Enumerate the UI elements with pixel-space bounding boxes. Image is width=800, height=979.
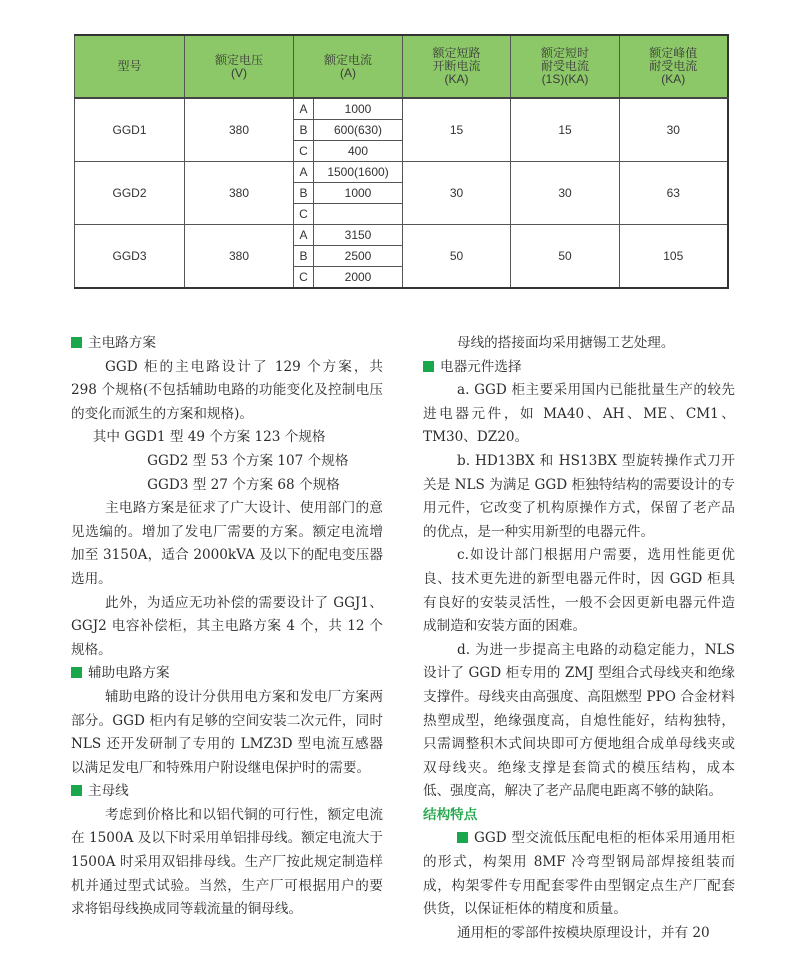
ratings-table — [74, 34, 729, 289]
cell-short-time: 50 — [511, 225, 620, 289]
cell-grade: A — [294, 98, 314, 120]
cell-voltage: 380 — [185, 162, 294, 225]
cell-model: GGD3 — [75, 225, 185, 289]
cell-grade: B — [294, 120, 314, 141]
cell-voltage: 380 — [185, 98, 294, 162]
header-peak: 额定峰值 耐受电流 (KA) — [620, 35, 728, 98]
header-current: 额定电流 (A) — [294, 35, 403, 98]
paragraph: 辅助电路的设计分供用电方案和发电厂方案两部分。GGD 柜内有足够的空间安装二次元件，同时 NLS 还开发研制了专用的 LMZ3D 型电流互感器以满足发电厂和特殊用户附设继电保护时的需要。 — [71, 688, 383, 776]
paragraph: 主电路方案是征求了广大设计、使用部门的意见选编的。增加了发电厂需要的方案。额定电流增加至 3150A，适合 2000kVA 及以下的配电变压器选用。 — [71, 500, 383, 587]
cell-model: GGD1 — [75, 98, 185, 162]
section-heading — [71, 332, 383, 356]
cell-current — [314, 204, 403, 225]
heading-main-busbar: 主母线 — [88, 783, 129, 800]
table-row — [75, 225, 728, 246]
table-row — [75, 162, 728, 183]
cell-model: GGD2 — [75, 162, 185, 225]
paragraph: a. GGD 柜主要采用国内已能批量生产的较先进电器元件，如 MA40、AH、ME、CM1、TM30、DZ20。 — [423, 382, 735, 446]
left-column — [71, 332, 383, 922]
cell-breaking: 30 — [403, 162, 511, 225]
paragraph: 母线的搭接面均采用搪锡工艺处理。 — [457, 335, 675, 351]
table-row — [75, 98, 728, 120]
green-square-bullet-icon — [457, 832, 468, 843]
scheme-line: GGD3 型 27 个方案 68 个规格 — [147, 476, 340, 493]
section-heading — [71, 662, 383, 686]
header-short-time: 额定短时 耐受电流 (1S)(KA) — [511, 35, 620, 98]
table-header-row — [75, 35, 728, 98]
paragraph: GGD 柜的主电路设计了 129 个方案，共 298 个规格(不包括辅助电路的功能变化及控制电压的变化而派生的方案和规格)。 — [71, 358, 383, 422]
cell-peak: 105 — [620, 225, 728, 289]
cell-breaking: 15 — [403, 98, 511, 162]
cell-peak: 63 — [620, 162, 728, 225]
cell-current: 2000 — [314, 267, 403, 289]
cell-grade: C — [294, 267, 314, 289]
cell-short-time: 15 — [511, 98, 620, 162]
header-breaking: 额定短路 开断电流 (KA) — [403, 35, 511, 98]
cell-current: 600(630) — [314, 120, 403, 141]
cell-current: 3150 — [314, 225, 403, 246]
paragraph: 考虑到价格比和以铝代铜的可行性，额定电流在 1500A 及以下时采用单铝排母线。额定电流大于 1500A 时采用双铝排母线。生产厂按此规定制造样机并通过型式试验。当然，生产厂可根据用户的要求将铝母线换成同等载流量的铜母线。 — [71, 806, 383, 918]
right-column — [423, 332, 735, 945]
cell-current: 1000 — [314, 98, 403, 120]
heading-structure: 结构特点 — [423, 806, 478, 823]
paragraph: b. HD13BX 和 HS13BX 型旋转操作式刀开关是 NLS 为满足 GGD 柜独特结构的需要设计的专用元件，它改变了机构原操作方式，保留了老产品的优点，是一种实用新型的电器元件。 — [423, 452, 735, 540]
cell-grade: A — [294, 225, 314, 246]
structure-text: GGD 型交流低压配电柜的柜体采用通用柜的形式，构架用 8MF 冷弯型钢局部焊接组装而成，构架零件专用配套零件由型钢定点生产厂配套供货，以保证柜体的精度和质量。 — [423, 830, 735, 918]
scheme-line: GGD2 型 53 个方案 107 个规格 — [147, 452, 349, 469]
cell-grade: B — [294, 183, 314, 204]
section-heading — [423, 356, 735, 380]
cell-current: 2500 — [314, 246, 403, 267]
cell-current: 400 — [314, 141, 403, 162]
heading-components: 电器元件选择 — [440, 358, 522, 375]
cell-grade: C — [294, 204, 314, 225]
scheme-line: 其中 GGD1 型 49 个方案 123 个规格 — [92, 429, 326, 446]
green-square-bullet-icon — [423, 361, 434, 372]
cell-current: 1000 — [314, 183, 403, 204]
cell-grade: C — [294, 141, 314, 162]
heading-main-circuit: 主电路方案 — [88, 335, 156, 351]
cell-grade: A — [294, 162, 314, 183]
green-square-bullet-icon — [71, 667, 82, 678]
cell-breaking: 50 — [403, 225, 511, 289]
cell-peak: 30 — [620, 98, 728, 162]
paragraph — [423, 827, 735, 921]
cell-short-time: 30 — [511, 162, 620, 225]
cell-voltage: 380 — [185, 225, 294, 289]
header-voltage: 额定电压 (V) — [185, 35, 294, 98]
paragraph: 此外，为适应无功补偿的需要设计了 GGJ1、GGJ2 电容补偿柜，其主电路方案 4 个，共 12 个规格。 — [71, 594, 383, 658]
header-model: 型号 — [75, 35, 185, 98]
green-square-bullet-icon — [71, 785, 82, 796]
paragraph: d. 为进一步提高主电路的动稳定能力，NLS 设计了 GGD 柜专用的 ZMJ 型组合式母线夹和绝缘支撑件。母线夹由高强度、高阻燃型 PPO 合金材料热塑成型，绝缘强度高，自熄性能好，结构独特，只需调整积木式间块即可方便地组合成单母线夹或双母线夹。绝缘支撑是套筒式的模压结构，成本低、强度高，解决了老产品爬电距离不够的缺陷。 — [423, 641, 735, 800]
paragraph: 通用柜的零部件按模块原理设计，并有 20 — [457, 924, 710, 941]
section-heading — [71, 780, 383, 804]
green-square-bullet-icon — [71, 337, 82, 348]
heading-aux-circuit: 辅助电路方案 — [88, 665, 170, 682]
cell-grade: B — [294, 246, 314, 267]
paragraph: c.如设计部门根据用户需要，选用性能更优良、技术更先进的新型电器元件时，因 GGD 柜具有良好的安装灵活性，一般不会因更新电器元件造成制造和安装方面的困难。 — [423, 547, 735, 635]
cell-current: 1500(1600) — [314, 162, 403, 183]
